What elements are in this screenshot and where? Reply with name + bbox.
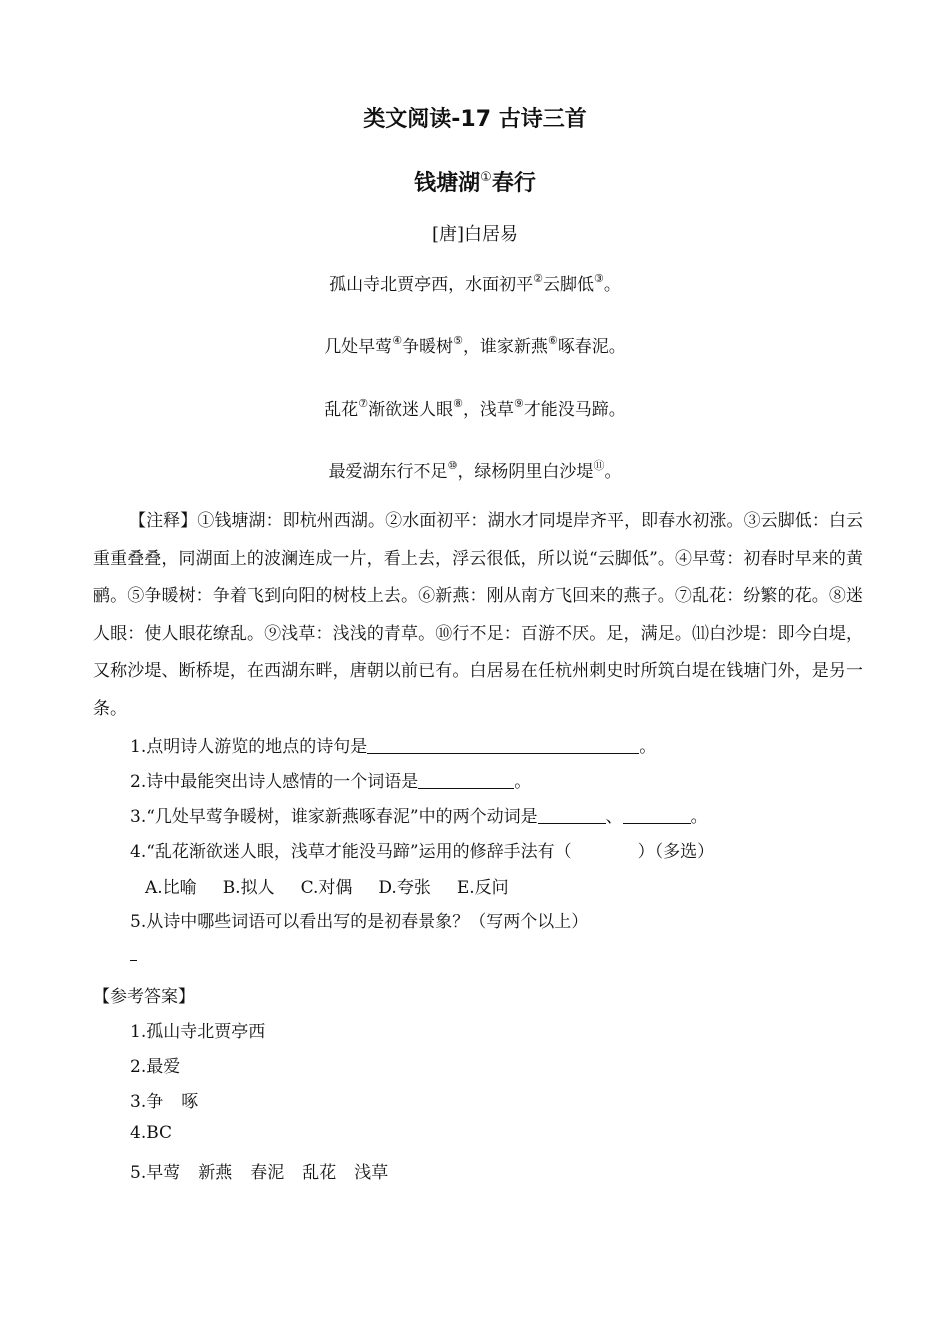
answer-text: 啄 (181, 1092, 199, 1112)
question-text: 2.诗中最能突出诗人感情的一个词语是 (130, 772, 419, 792)
footnote-mark: ⑩ (447, 459, 458, 472)
question-4-options (145, 873, 535, 898)
poem-text: 。 (604, 462, 622, 482)
answer-blank[interactable] (623, 807, 691, 824)
poem-text: 孤山寺北贾亭西，水面初平 (329, 275, 534, 295)
poem-title-main: 钱塘湖 (414, 171, 481, 196)
notes-paragraph: 【注释】①钱塘湖：即杭州西湖。②水面初平：湖水才同堤岸齐平，即春水初涨。③云脚低：白云重重叠叠，同湖面上的波澜连成一片，看上去，浮云很低，所以说“云脚低”。④早莺：初春时早来的黄鹂。⑤争暖树：争着飞到向阳的树枝上去。⑥新燕：刚从南方飞回来的燕子。⑦乱花：纷繁的花。⑧迷人眼：使人眼花缭乱。⑨浅草：浅浅的青草。⑩行不足：百游不厌。足，满足。⑾白沙堤：即今白堤，又称沙堤、断桥堤，在西湖东畔，唐朝以前已有。白居易在任杭州刺史时所筑白堤在钱塘门外，是另一条。 (93, 511, 863, 719)
answer-text: 春泥 (250, 1163, 285, 1183)
option-b[interactable]: B.拟人 (222, 878, 275, 898)
poem-author: [唐]白居易 (431, 224, 519, 245)
poem-text: 。 (603, 275, 621, 295)
footnote-mark: ① (480, 170, 492, 185)
document-title: 类文阅读-17 古诗三首 (363, 107, 587, 132)
question-2 (130, 767, 531, 792)
question-text: 1.点明诗人游览的地点的诗句是 (130, 737, 368, 757)
footnote-mark: ⑨ (513, 397, 524, 410)
answer-1: 1.孤山寺北贾亭西 (130, 1022, 266, 1042)
question-text: 4.“乱花渐欲迷人眼，浅草才能没马蹄”运用的修辞手法有（ (130, 842, 572, 862)
question-1 (130, 732, 656, 757)
answer-text: 乱花 (302, 1163, 337, 1183)
poem-line (0, 395, 950, 420)
poem-text: ，浅草 (462, 400, 514, 420)
answer-blank[interactable] (418, 772, 514, 789)
answer-2: 2.最爱 (130, 1057, 181, 1077)
poem-text: 最爱湖东行不足 (328, 462, 448, 482)
footnote-mark: ⑤ (453, 334, 463, 347)
answer-text: 3.争 (130, 1092, 164, 1112)
poem-text: ，谁家新燕 (462, 337, 548, 357)
footnote-mark: ⑦ (358, 397, 369, 410)
answer-4: 4.BC (130, 1123, 173, 1143)
answer-5 (130, 1158, 388, 1183)
footnote-mark: ③ (594, 272, 604, 285)
poem-text: 争暖树 (402, 337, 454, 357)
answer-text: 新燕 (198, 1163, 233, 1183)
answer-blank[interactable] (367, 737, 639, 754)
poem-line (0, 457, 950, 482)
poem-text: 才能没马蹄。 (523, 400, 626, 420)
option-c[interactable]: C.对偶 (300, 878, 353, 898)
question-text: 。 (690, 807, 708, 827)
footnote-mark: ⑧ (453, 397, 463, 410)
poem-text: 云脚低 (543, 275, 594, 295)
question-text: 3.“几处早莺争暖树，谁家新燕啄春泥”中的两个动词是 (130, 807, 538, 827)
poem-text: 乱花 (324, 400, 359, 420)
poem-text: ，绿杨阴里白沙堤 (457, 462, 594, 482)
poem-line (0, 332, 950, 357)
poem-line (0, 270, 950, 295)
option-e[interactable]: E.反问 (456, 878, 509, 898)
footnote-mark: ⑪ (593, 459, 605, 472)
answer-text: 5.早莺 (130, 1163, 181, 1183)
poem-text: 几处早莺 (324, 337, 393, 357)
question-5: 5.从诗中哪些词语可以看出写的是初春景象？（写两个以上） (130, 912, 589, 932)
question-text: 、 (605, 807, 623, 827)
poem-text: 渐欲迷人眼 (368, 400, 454, 420)
option-a[interactable]: A.比喻 (145, 878, 197, 898)
question-4 (130, 837, 714, 862)
option-d[interactable]: D.夸张 (378, 878, 431, 898)
question-text: ）（多选） (637, 842, 715, 862)
answer-line[interactable] (130, 960, 137, 961)
answer-blank[interactable] (538, 807, 606, 824)
question-text: 。 (514, 772, 532, 792)
answers-heading: 【参考答案】 (93, 987, 195, 1007)
question-3 (130, 802, 708, 827)
answer-3 (130, 1087, 198, 1112)
question-text: 。 (639, 737, 657, 757)
annotation-notes (93, 503, 863, 728)
footnote-mark: ⑥ (547, 334, 558, 347)
poem-title-suffix: 春行 (491, 171, 536, 196)
footnote-mark: ② (533, 272, 543, 285)
answer-text: 浅草 (354, 1163, 389, 1183)
poem-text: 啄春泥。 (557, 337, 626, 357)
footnote-mark: ④ (392, 334, 403, 347)
poem-title (0, 166, 950, 197)
